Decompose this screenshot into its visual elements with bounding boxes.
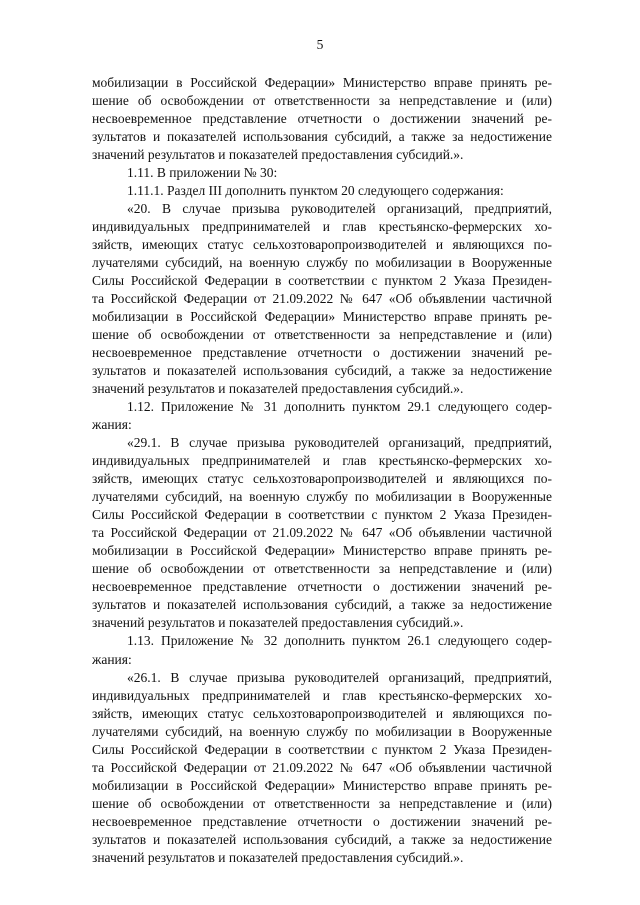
text-line: шение об освобождении от ответственности за непредставление и (или) [92,561,552,577]
text-line: зяйств, имеющих статус сельхозтоваропроизводителей и являющихся по- [92,705,552,721]
text-line: индивидуальных предпринимателей и глав крестьянско-фермерских хо- [92,453,552,469]
text-line: несвоевременное представление отчетности о достижении значений ре- [92,579,552,595]
text-line: зультатов и показателей использования субсидий, а также за недостижение [92,597,552,613]
text-line: та Российской Федерации от 21.09.2022 № 647 «Об объявлении частичной [92,291,552,307]
text-line: индивидуальных предпринимателей и глав крестьянско-фермерских хо- [92,687,552,703]
text-line: жания: [92,651,132,667]
text-line: значений результатов и показателей предоставления субсидий.». [92,849,464,865]
text-line: лучателями субсидий, на военную службу по мобилизации в Вооруженные [92,489,552,505]
text-line: зяйств, имеющих статус сельхозтоваропроизводителей и являющихся по- [92,471,552,487]
text-line: шение об освобождении от ответственности за непредставление и (или) [92,93,552,109]
text-line: та Российской Федерации от 21.09.2022 № 647 «Об объявлении частичной [92,525,552,541]
document-body [92,74,552,867]
text-line: несвоевременное представление отчетности о достижении значений ре- [92,813,552,829]
text-line: 1.12. Приложение № 31 дополнить пунктом 29.1 следующего содер- [127,399,552,415]
text-line: та Российской Федерации от 21.09.2022 № 647 «Об объявлении частичной [92,759,552,775]
text-line: «20. В случае призыва руководителей организаций, предприятий, [127,201,552,217]
text-line: мобилизации в Российской Федерации» Министерство вправе принять ре- [92,543,552,559]
text-line: 1.13. Приложение № 32 дополнить пунктом 26.1 следующего содер- [127,633,552,649]
text-line: 1.11. В приложении № 30: [127,165,278,181]
text-line: 1.11.1. Раздел III дополнить пунктом 20 следующего содержания: [127,183,504,199]
text-line: шение об освобождении от ответственности за непредставление и (или) [92,327,552,343]
text-line: индивидуальных предпринимателей и глав крестьянско-фермерских хо- [92,219,552,235]
text-line: «29.1. В случае призыва руководителей организаций, предприятий, [127,435,552,451]
text-line: значений результатов и показателей предоставления субсидий.». [92,381,464,397]
text-line: несвоевременное представление отчетности о достижении значений ре- [92,345,552,361]
text-line: шение об освобождении от ответственности за непредставление и (или) [92,795,552,811]
page-number: 5 [316,37,324,52]
text-line: зультатов и показателей использования субсидий, а также за недостижение [92,831,552,847]
text-line: Силы Российской Федерации в соответствии с пунктом 2 Указа Президен- [92,741,552,757]
text-line: мобилизации в Российской Федерации» Министерство вправе принять ре- [92,309,552,325]
text-line: лучателями субсидий, на военную службу по мобилизации в Вооруженные [92,255,552,271]
text-line: зультатов и показателей использования субсидий, а также за недостижение [92,363,552,379]
text-line: жания: [92,417,132,433]
text-line: «26.1. В случае призыва руководителей организаций, предприятий, [127,669,552,685]
text-line: несвоевременное представление отчетности о достижении значений ре- [92,111,552,127]
text-line: зультатов и показателей использования субсидий, а также за недостижение [92,129,552,145]
text-line: мобилизации в Российской Федерации» Министерство вправе принять ре- [92,777,552,793]
text-line: значений результатов и показателей предоставления субсидий.». [92,147,464,163]
text-line: Силы Российской Федерации в соответствии с пунктом 2 Указа Президен- [92,273,552,289]
text-line: зяйств, имеющих статус сельхозтоваропроизводителей и являющихся по- [92,237,552,253]
text-line: мобилизации в Российской Федерации» Министерство вправе принять ре- [92,75,552,90]
text-line: значений результатов и показателей предоставления субсидий.». [92,615,464,631]
text-line: Силы Российской Федерации в соответствии с пунктом 2 Указа Президен- [92,507,552,523]
text-line: лучателями субсидий, на военную службу по мобилизации в Вооруженные [92,723,552,739]
